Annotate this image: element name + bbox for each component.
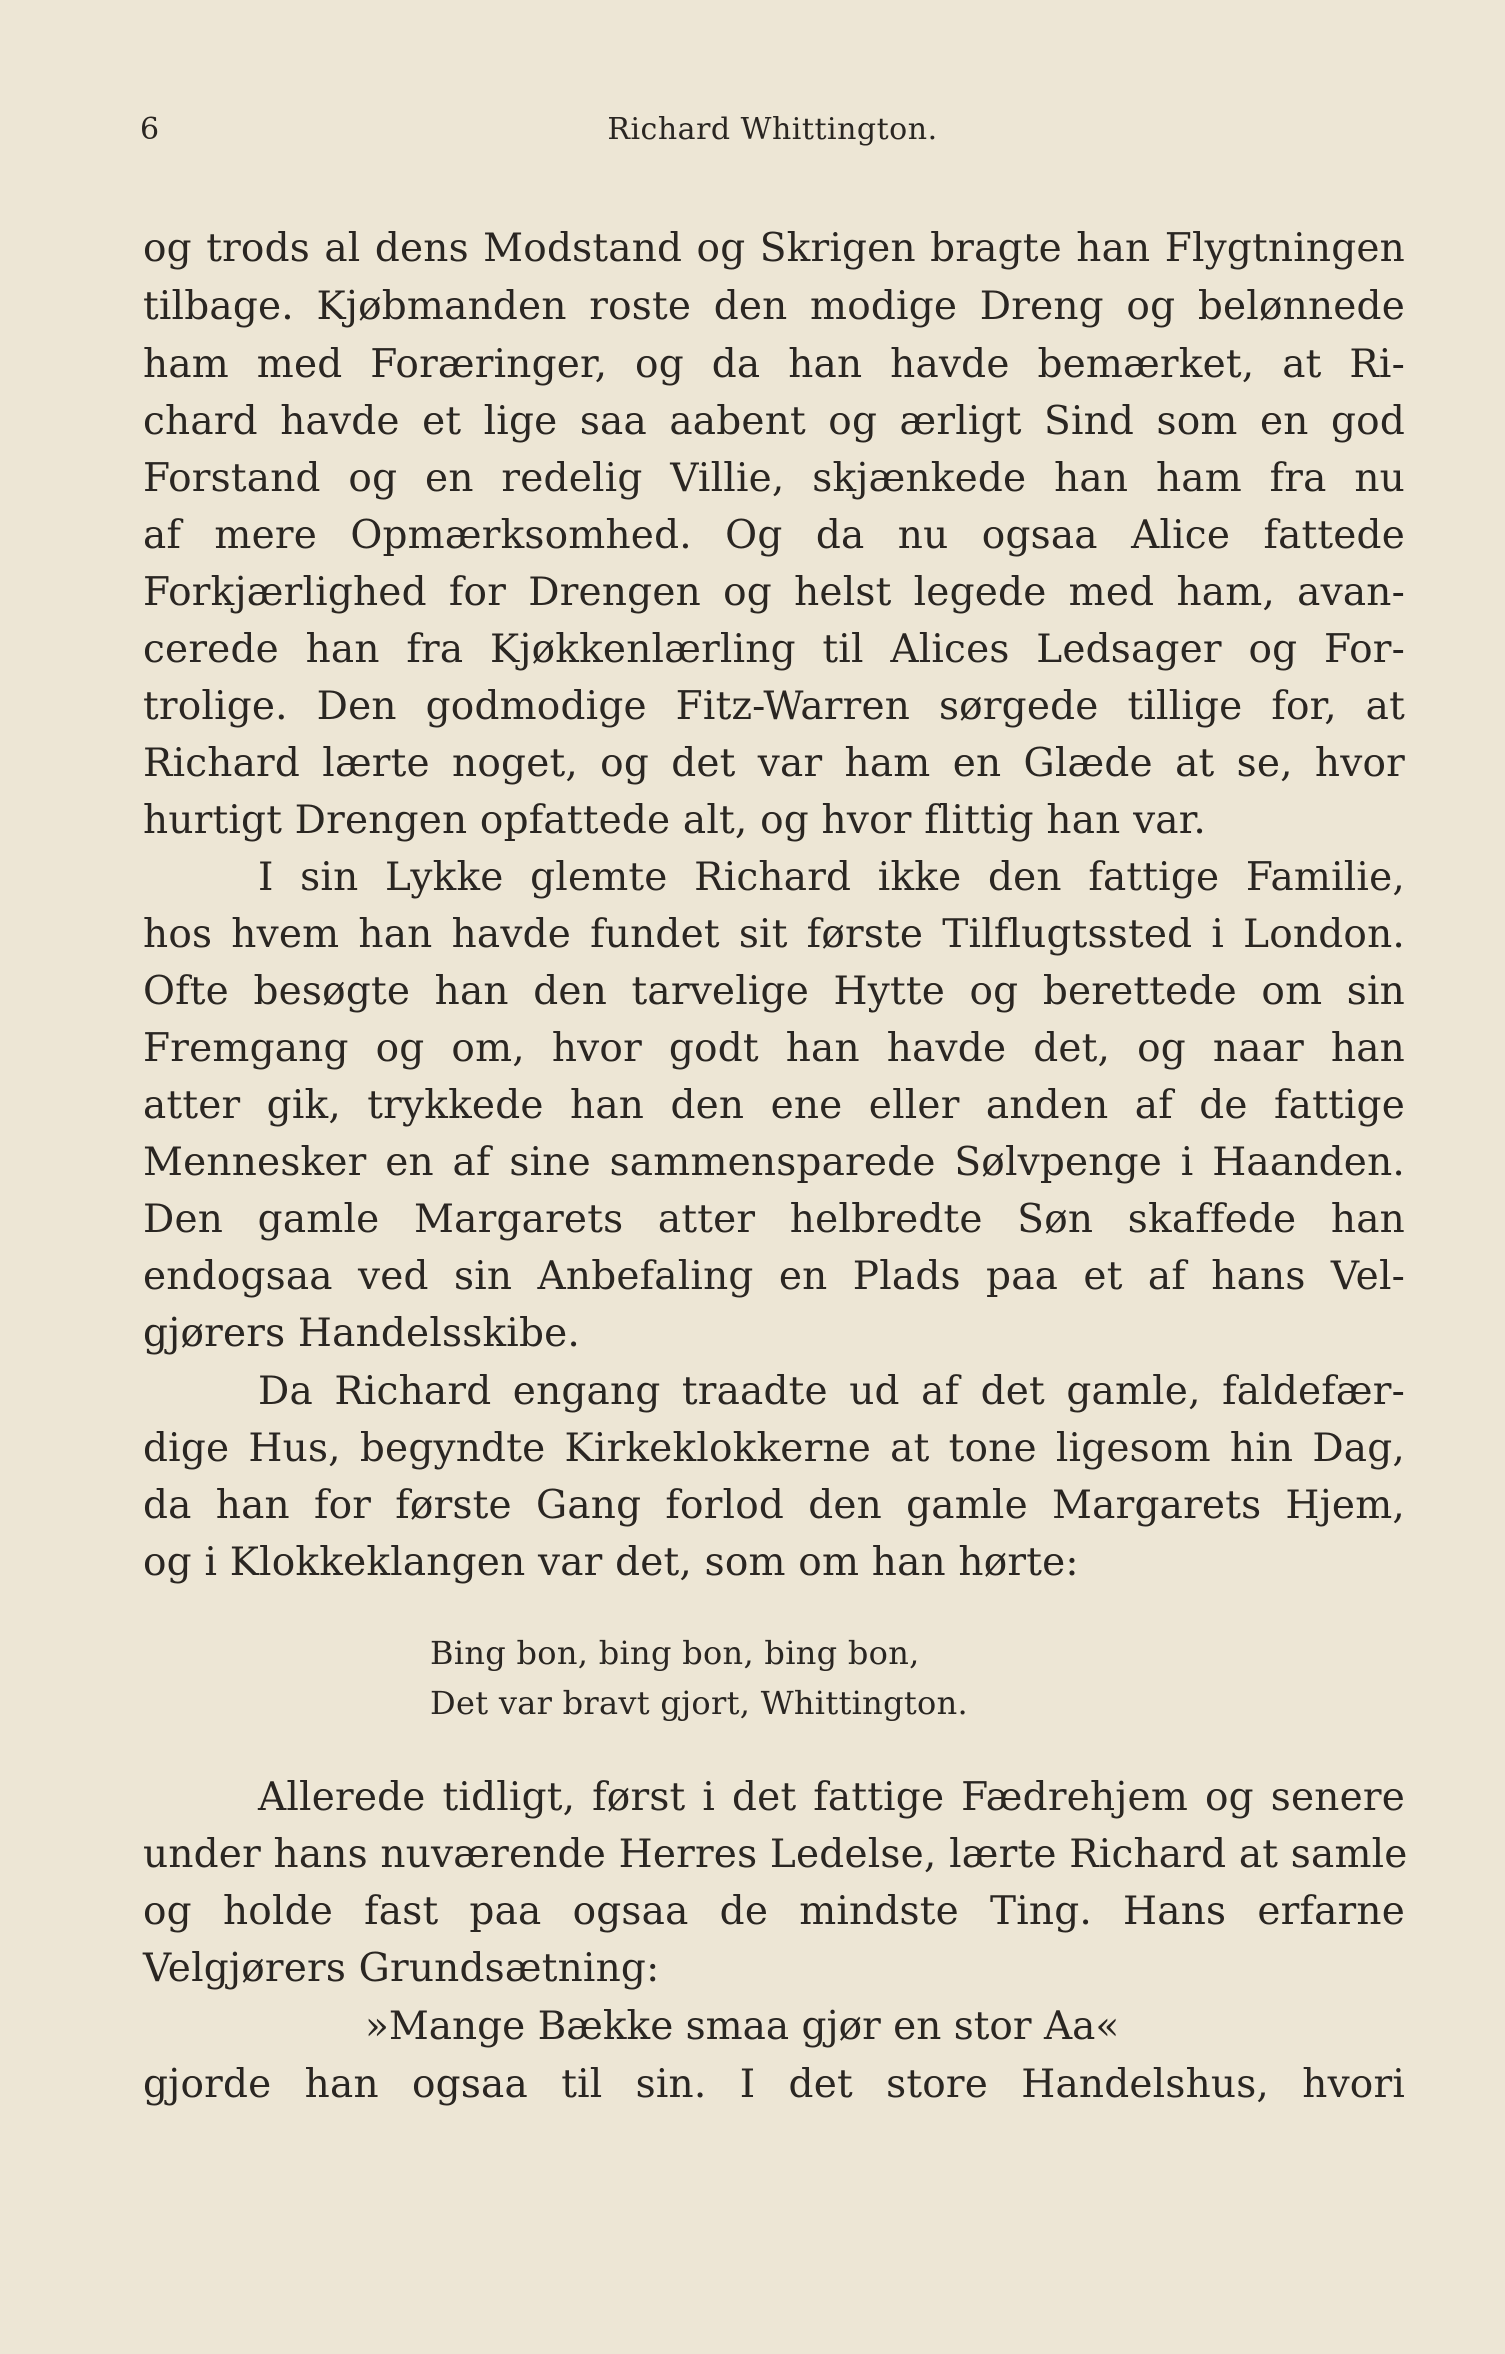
text-line: af mere Opmærksomhed. Og da nu ogsaa Alice fattede: [143, 513, 1405, 558]
text-line: Velgjørers Grundsætning:: [143, 1946, 660, 1991]
page-header: [140, 112, 1405, 154]
text-line: Da Richard engang traadte ud af det gamle, faldefær-: [258, 1369, 1405, 1414]
text-line: Forkjærlighed for Drengen og helst legede med ham, avan-: [143, 570, 1405, 615]
text-line: da han for første Gang forlod den gamle Margarets Hjem,: [143, 1483, 1405, 1528]
running-title: Richard Whittington.: [607, 112, 938, 147]
page-number: 6: [140, 112, 160, 147]
proverb-line: »Mange Bække smaa gjør en stor Aa«: [365, 2004, 1120, 2049]
text-line: Richard lærte noget, og det var ham en Glæde at se, hvor: [143, 741, 1405, 786]
text-line: atter gik, trykkede han den ene eller anden af de fattige: [143, 1083, 1405, 1128]
text-line: Allerede tidligt, først i det fattige Fædrehjem og senere: [258, 1775, 1405, 1820]
text-line: dige Hus, begyndte Kirkeklokkerne at tone ligesom hin Dag,: [143, 1426, 1405, 1471]
text-line: trolige. Den godmodige Fitz-Warren sørgede tillige for, at: [143, 684, 1405, 729]
text-line: under hans nuværende Herres Ledelse, lærte Richard at samle: [143, 1832, 1408, 1877]
text-line: tilbage. Kjøbmanden roste den modige Dreng og belønnede: [143, 284, 1405, 329]
verse-line: Det var bravt gjort, Whittington.: [430, 1684, 968, 1722]
text-line: og i Klokkeklangen var det, som om han hørte:: [143, 1540, 1079, 1585]
text-line: cerede han fra Kjøkkenlærling til Alices Ledsager og For-: [143, 627, 1405, 672]
text-line: Den gamle Margarets atter helbredte Søn skaffede han: [143, 1197, 1405, 1242]
text-line: hurtigt Drengen opfattede alt, og hvor flittig han var.: [143, 798, 1206, 843]
text-line: og holde fast paa ogsaa de mindste Ting. Hans erfarne: [143, 1889, 1405, 1934]
text-line: og trods al dens Modstand og Skrigen bragte han Flygtningen: [143, 226, 1405, 271]
text-line: gjørers Handelsskibe.: [143, 1311, 580, 1356]
text-line: hos hvem han havde fundet sit første Tilflugtssted i London.: [143, 912, 1405, 957]
verse-line: Bing bon, bing bon, bing bon,: [430, 1634, 920, 1672]
text-line: gjorde han ogsaa til sin. I det store Handelshus, hvori: [143, 2062, 1405, 2107]
text-line: Mennesker en af sine sammensparede Sølvpenge i Haanden.: [143, 1140, 1405, 1185]
text-line: Forstand og en redelig Villie, skjænkede han ham fra nu: [143, 456, 1405, 501]
text-line: I sin Lykke glemte Richard ikke den fattige Familie,: [258, 855, 1405, 900]
text-line: Fremgang og om, hvor godt han havde det, og naar han: [143, 1026, 1405, 1071]
text-line: chard havde et lige saa aabent og ærligt Sind som en god: [143, 399, 1405, 444]
text-line: ham med Foræringer, og da han havde bemærket, at Ri-: [143, 342, 1405, 387]
text-line: endogsaa ved sin Anbefaling en Plads paa et af hans Vel-: [143, 1254, 1405, 1299]
text-line: Ofte besøgte han den tarvelige Hytte og berettede om sin: [143, 969, 1405, 1014]
